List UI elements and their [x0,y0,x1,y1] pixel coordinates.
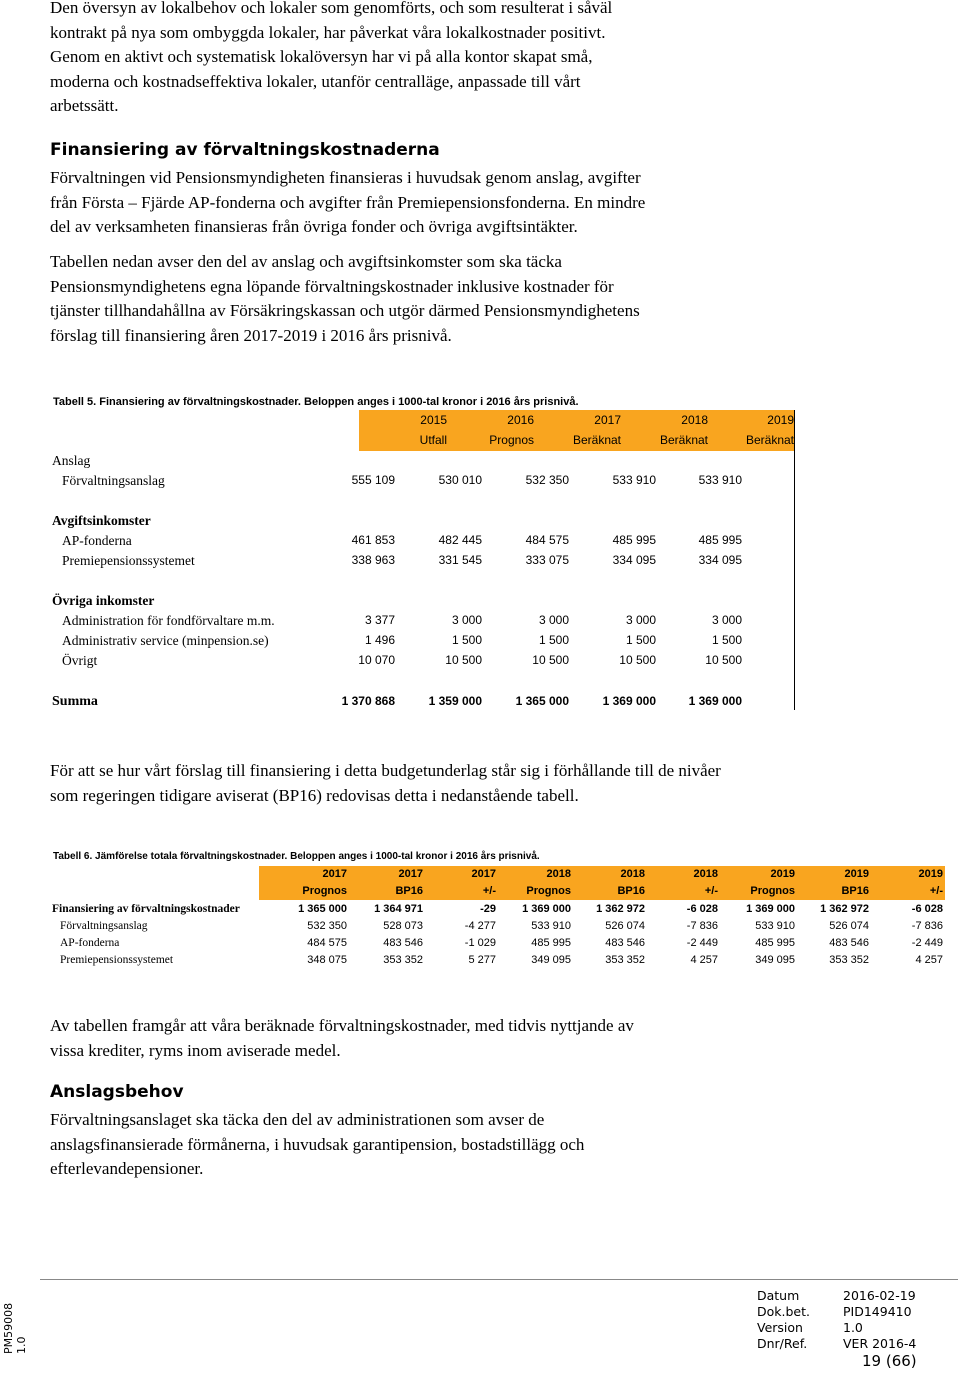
table-cell: 331 545 [438,553,482,567]
column-header: 2019 [767,413,794,427]
table-cell: 533 910 [531,920,571,932]
row-label: Premiepensionssystemet [62,553,195,568]
table-cell: 533 910 [612,473,656,487]
table-cell: 528 073 [383,920,423,932]
table-cell: 353 352 [605,954,645,966]
column-header: Prognos [750,885,795,897]
column-header: +/- [929,885,943,897]
footer-label: Dok.bet. [757,1304,810,1319]
text-line: arbetssätt. [50,96,119,115]
table-row [50,633,746,653]
column-header: 2016 [507,413,534,427]
row-label: AP-fonderna [60,937,120,949]
table-cell: 3 000 [625,613,656,627]
table-cell: 1 496 [364,633,395,647]
text-line: som regeringen tidigare aviserat (BP16) redovisas detta i nedanstående tabell. [50,785,579,805]
table-cell: 10 500 [445,653,482,667]
table-cell: 485 995 [698,533,742,547]
group-label: Övriga inkomster [52,593,155,608]
table-cell: 3 000 [451,613,482,627]
table-cell: 1 365 000 [515,694,569,708]
table-cell: 1 369 000 [746,903,795,915]
group-label: Anslag [52,453,91,468]
table-cell: -7 836 [686,920,718,932]
footer-label: Version [757,1320,803,1335]
table-cell: 533 910 [698,473,742,487]
table-total-row [50,694,746,714]
column-header: 2018 [693,868,718,880]
column-header: BP16 [395,885,423,897]
table-cell: 1 369 000 [688,694,742,708]
table6-type-row [50,885,945,902]
footer-value: PID149410 [843,1304,912,1319]
column-header: Prognos [489,433,534,447]
row-label: Administrativ service (minpension.se) [62,633,269,648]
document-code: PM59008 1.0 [2,1302,28,1354]
table-cell: 484 575 [525,533,569,547]
text-line: kontrakt på nya som ombyggda lokaler, har påverkat våra lokalkostnader positivt. [50,22,606,42]
column-header: +/- [704,885,718,897]
footer-label: Dnr/Ref. [757,1336,808,1351]
table-cell: -2 449 [686,937,718,949]
table-cell: 484 575 [307,937,347,949]
column-header: 2017 [471,868,496,880]
row-label: Förvaltningsanslag [62,473,165,488]
table-cell: 483 546 [383,937,423,949]
row-label: Summa [52,694,98,709]
table-cell: 1 500 [625,633,656,647]
row-label: Finansiering av förvaltningskostnader [52,903,240,915]
page-number: 19 (66) [862,1352,917,1370]
table-cell: 482 445 [438,533,482,547]
table-row [50,920,945,937]
table-cell: 555 109 [351,473,395,487]
table-cell: 485 995 [755,937,795,949]
financing-paragraph-1 [50,166,750,240]
column-header: +/- [482,885,496,897]
table-cell: -1 029 [464,937,496,949]
table-cell: 334 095 [698,553,742,567]
table6-caption: Tabell 6. Jämförelse totala förvaltningskostnader. Beloppen anges i 1000-tal kronor i 2016 års prisnivå. [53,851,540,862]
table-cell: 526 074 [605,920,645,932]
table-cell: 1 370 868 [341,694,395,708]
text-line: förslag till finansiering åren 2017-2019 i 2016 års prisnivå. [50,325,452,345]
column-header: 2017 [398,868,423,880]
text-line: från Första – Fjärde AP-fonderna och avgifter från Premiepensionsfonderna. En mindre [50,192,646,212]
table5-right-border [794,410,795,710]
text-line: Genom en aktivt och systematisk lokalöversyn har vi på alla kontor skapat små, [50,47,593,66]
table6-year-row [50,868,945,885]
column-header: 2015 [420,413,447,427]
column-header: 2019 [918,868,943,880]
table-cell: 461 853 [351,533,395,547]
text-line: efterlevandepensioner. [50,1159,204,1178]
table5-type-row [359,433,795,453]
footer-value: 2016-02-19 [843,1288,916,1303]
table-cell: 353 352 [829,954,869,966]
row-label: Övrigt [62,653,98,668]
text-line: tjänster tillhandahållna av Försäkringskassan och utgör därmed Pensionsmyndighetens [50,301,640,320]
table-group-row [50,453,746,473]
table-cell: 5 277 [468,954,496,966]
table-cell: -4 277 [464,920,496,932]
table-cell: 1 369 000 [602,694,656,708]
column-header: 2018 [681,413,708,427]
column-header: Prognos [526,885,571,897]
table-cell: 1 362 972 [596,903,645,915]
table-row [50,653,746,673]
table-cell: 353 352 [383,954,423,966]
table-cell: 349 095 [755,954,795,966]
section-heading-anslagsbehov: Anslagsbehov [50,1082,184,1102]
table-cell: 1 362 972 [820,903,869,915]
table-cell: -6 028 [911,903,943,915]
group-label: Avgiftsinkomster [52,513,151,528]
table-group-row [50,513,746,533]
table-cell: 10 500 [532,653,569,667]
table-row [50,613,746,633]
column-header: Beräknat [572,433,621,447]
table-cell: -7 836 [911,920,943,932]
table-row [50,533,746,553]
text-line: anslagsfinansierade förmånerna, i huvudsak garantipension, bostadstillägg och [50,1134,585,1154]
table-cell: 532 350 [525,473,569,487]
table-cell: 333 075 [525,553,569,567]
table-cell: 532 350 [307,920,347,932]
footer-value: VER 2016-4 [843,1336,917,1351]
comparison-paragraph [50,759,870,808]
column-header: 2017 [594,413,621,427]
table-cell: -29 [480,903,496,915]
column-header: Beräknat [745,433,794,447]
text-line: del av verksamheten finansieras från övriga fonder och övriga avgiftsintäkter. [50,217,578,236]
table-cell: 485 995 [612,533,656,547]
row-label: AP-fonderna [62,533,132,548]
column-header: Utfall [419,433,447,447]
table5-caption: Tabell 5. Finansiering av förvaltningskostnader. Beloppen anges i 1000-tal kronor i 2016 års prisnivå. [53,396,579,408]
table5-year-row [359,413,795,433]
text-line: Förvaltningsanslaget ska täcka den del av administrationen som avser de [50,1110,545,1129]
column-header: Prognos [302,885,347,897]
column-header: 2019 [844,868,869,880]
footer-value: 1.0 [843,1320,863,1335]
column-header: BP16 [841,885,869,897]
column-header: 2018 [546,868,571,880]
conclusion-paragraph [50,1014,750,1063]
text-line: Tabellen nedan avser den del av anslag och avgiftsinkomster som ska täcka [50,252,562,271]
column-header: Beräknat [659,433,708,447]
table-cell: 3 000 [538,613,569,627]
table-cell: 1 364 971 [374,903,423,915]
table-cell: 10 500 [705,653,742,667]
table-cell: 334 095 [612,553,656,567]
table-cell: 338 963 [351,553,395,567]
table-cell: 10 070 [358,653,395,667]
table-cell: 526 074 [829,920,869,932]
table-cell: 4 257 [690,954,718,966]
table-cell: 349 095 [531,954,571,966]
table-cell: 533 910 [755,920,795,932]
table-cell: 10 500 [619,653,656,667]
table-cell: 483 546 [605,937,645,949]
text-line: Av tabellen framgår att våra beräknade förvaltningskostnader, med tidvis nyttjande av [50,1016,634,1035]
table-cell: 4 257 [915,954,943,966]
section-heading-financing: Finansiering av förvaltningskostnaderna [50,140,440,160]
column-header: BP16 [617,885,645,897]
financing-paragraph-2 [50,250,750,348]
table-row [50,937,945,954]
row-label: Premiepensionssystemet [60,954,174,966]
text-line: Förvaltningen vid Pensionsmyndigheten finansieras i huvudsak genom anslag, avgifter [50,168,641,187]
table-cell: 3 000 [711,613,742,627]
table-row [50,903,945,920]
table-cell: 348 075 [307,954,347,966]
table-cell: 3 377 [364,613,395,627]
row-label: Administration för fondförvaltare m.m. [62,613,275,628]
table-cell: 1 500 [451,633,482,647]
table-cell: 1 359 000 [428,694,482,708]
table-cell: 1 369 000 [522,903,571,915]
text-line: Pensionsmyndighetens egna löpande förvaltningskostnader inklusive kostnader för [50,276,614,296]
column-header: 2019 [770,868,795,880]
footer-label: Datum [757,1288,800,1303]
table-cell: 1 365 000 [298,903,347,915]
intro-paragraph [50,0,750,119]
text-line: Den översyn av lokalbehov och lokaler som genomförts, och som resulterat i såväl [50,0,613,17]
table-group-row [50,593,746,613]
table-row [50,553,746,573]
table-row [50,954,945,971]
table-cell: 1 500 [711,633,742,647]
table-cell: -2 449 [911,937,943,949]
row-label: Förvaltningsanslag [60,920,148,932]
table-cell: 530 010 [438,473,482,487]
table-row [50,473,746,493]
column-header: 2018 [620,868,645,880]
table-cell: 483 546 [829,937,869,949]
table-cell: 485 995 [531,937,571,949]
text-line: För att se hur vårt förslag till finansiering i detta budgetunderlag står sig i förhållande till de nivåer [50,761,721,780]
text-line: moderna och kostnadseffektiva lokaler, utanför centralläge, anpassade till vårt [50,71,581,91]
anslagsbehov-paragraph [50,1108,750,1182]
table-cell: 1 500 [538,633,569,647]
text-line: vissa krediter, ryms inom aviserade medel. [50,1040,341,1060]
table-cell: -6 028 [686,903,718,915]
footer-divider [40,1279,958,1280]
column-header: 2017 [322,868,347,880]
